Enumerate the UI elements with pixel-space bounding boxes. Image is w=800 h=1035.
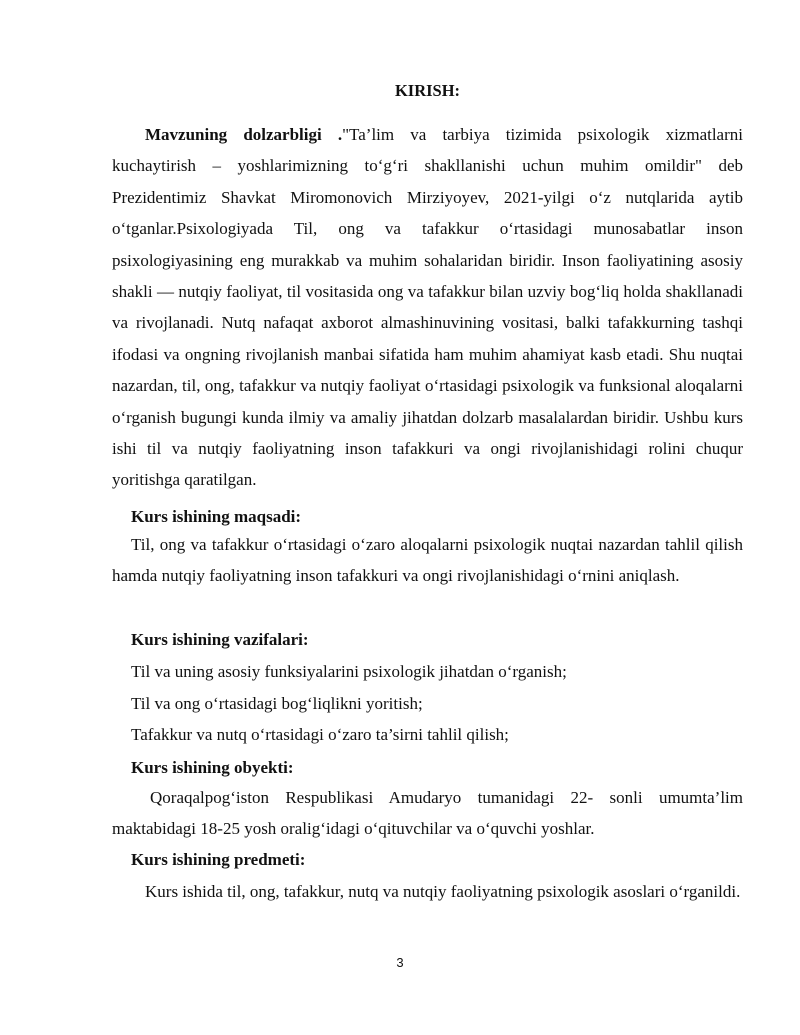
- goal-heading: Kurs ishining maqsadi:: [131, 507, 302, 526]
- intro-text: "Ta’lim va tarbiya tizimida psixologik xizmatlarni kuchaytirish – yoshlarimizning to‘g‘ri shakllanishi uchun muhim omildir" deb Prezidentimiz Shavkat Miromonovich Mirziyoyev, 2021-yilgi o‘z nutqlarida aytib o‘tganlar.Psixologiyada Til, ong va tafakkur o‘rtasidagi munosabatlar inson psixologiyasining eng murakkab va muhim sohalaridan biridir. Inson faoliyatining asosiy shakli — nutqiy faoliyat, til vositasida ong va tafakkur bilan uzviy bog‘liq holda shakllanadi va rivojlanadi. Nutq nafaqat axborot almashinuvining vositasi, balki tafakkurning tashqi ifodasi va ongning rivojlanish manbai sifatida ham muhim ahamiyat kasb etadi. Shu nuqtai nazardan, til, ong, tafakkur va nutqiy faoliyat o‘rtasidagi psixologik va funksional aloqalarni o‘rganish bugungi kunda ilmiy va amaliy jihatdan dolzarb masalalardan biridir. Ushbu kurs ishi til va nutqiy faoliyatning inson tafakkuri va ongi rivojlanishidagi rolini chuqur yoritishga qaratilgan.: [112, 125, 743, 490]
- object-heading: Kurs ishining obyekti:: [131, 758, 294, 777]
- page-number: 3: [396, 955, 404, 970]
- tasks-heading: Kurs ishining vazifalari:: [131, 630, 309, 649]
- task-item: Til va ong o‘rtasidagi bog‘liqlikni yoritish;: [131, 694, 423, 713]
- section-title: KIRISH:: [394, 81, 461, 100]
- task-item: Tafakkur va nutq o‘rtasidagi o‘zaro ta’sirni tahlil qilish;: [131, 725, 509, 744]
- subject-heading: Kurs ishining predmeti:: [131, 850, 306, 869]
- object-paragraph: Qoraqalpog‘iston Respublikasi Amudaryo tumanidagi 22- sonli umumta’lim maktabidagi 18-25 yosh oralig‘idagi o‘qituvchilar va o‘quvchi yoshlar.: [112, 788, 743, 839]
- subject-paragraph: Kurs ishida til, ong, tafakkur, nutq va nutqiy faoliyatning psixologik asoslari o‘rganildi.: [145, 882, 741, 901]
- task-item: Til va uning asosiy funksiyalarini psixologik jihatdan o‘rganish;: [131, 662, 567, 681]
- intro-paragraph: [112, 119, 743, 496]
- goal-paragraph: Til, ong va tafakkur o‘rtasidagi o‘zaro aloqalarni psixologik nuqtai nazardan tahlil qilish hamda nutqiy faoliyatning inson tafakkuri va ongi rivojlanishidagi o‘rnini aniqlash.: [112, 535, 743, 586]
- intro-lead: Mavzuning dolzarbligi .: [145, 125, 343, 144]
